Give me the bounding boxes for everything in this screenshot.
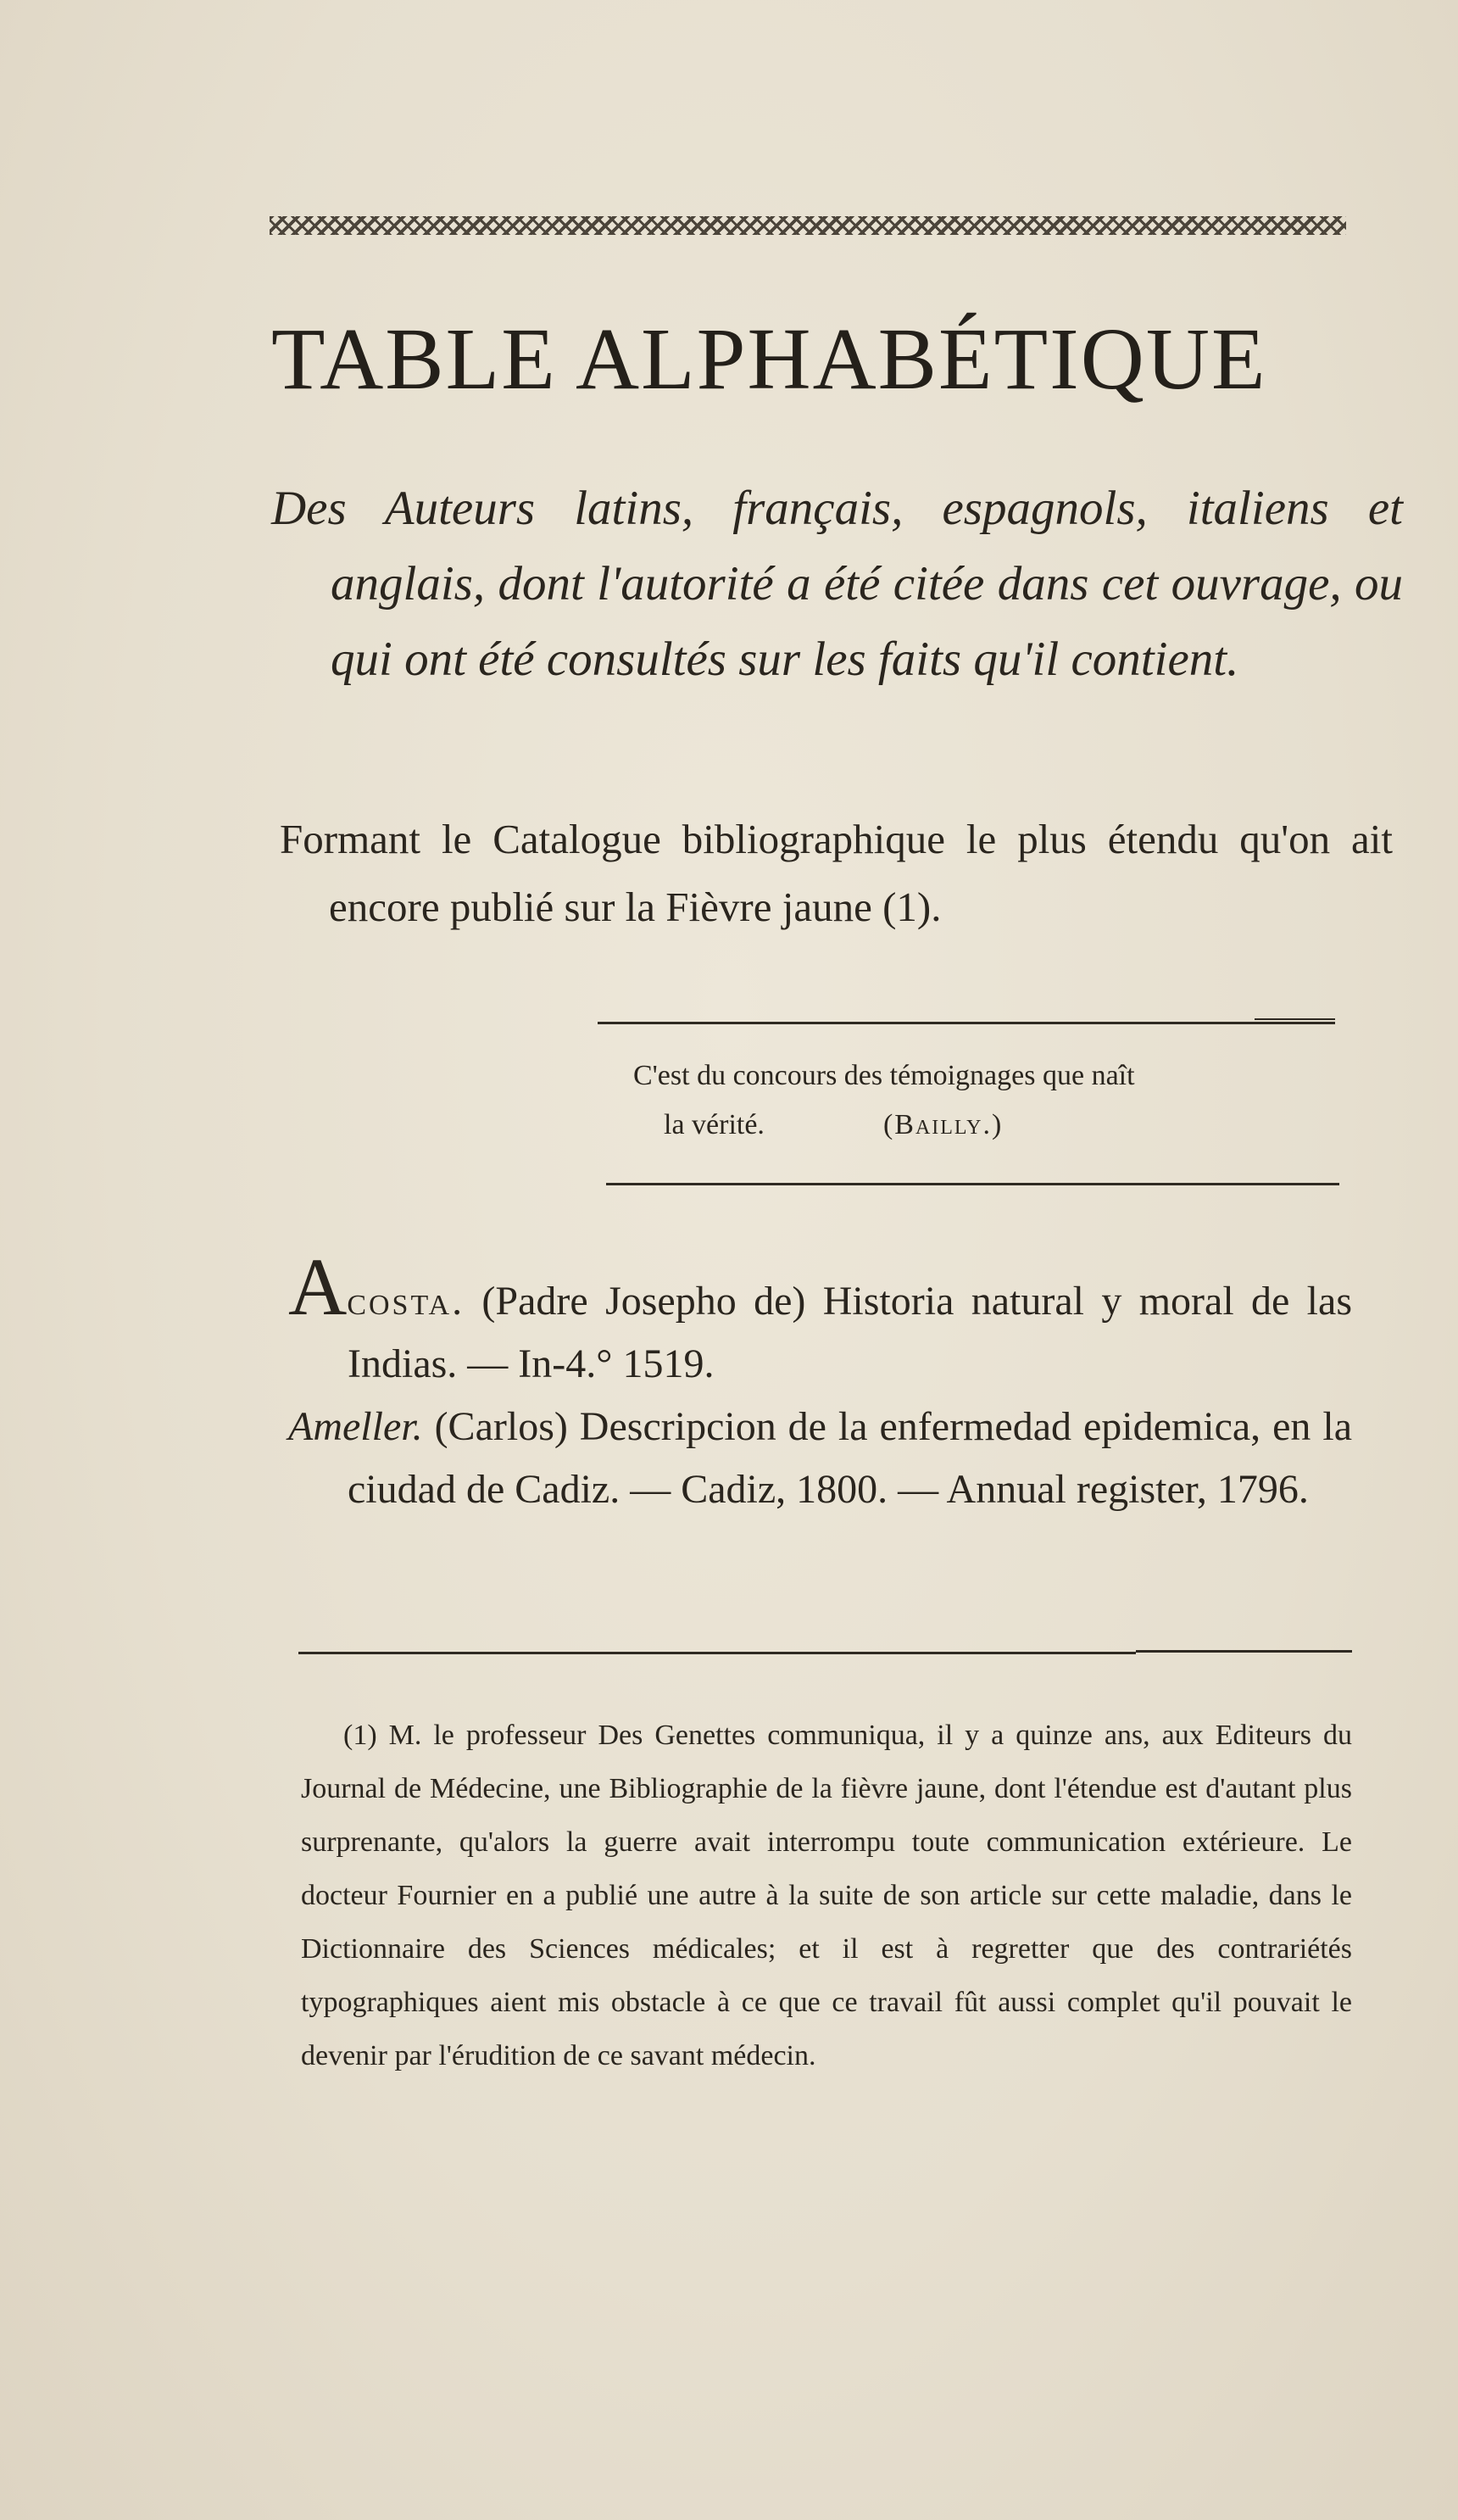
epigraph-top-rule-dash — [1255, 1018, 1335, 1020]
decorative-header-rule — [270, 216, 1346, 235]
drop-capital: A — [288, 1241, 348, 1332]
epigraph-line2 — [664, 1101, 1342, 1150]
catalogue-description: Formant le Catalogue bibliographique le plus étendu qu'on ait encore publié sur la Fièvre jaune (1). — [280, 816, 1393, 930]
footnote-separator-rule — [298, 1652, 1136, 1654]
epigraph-top-rule — [598, 1022, 1335, 1024]
entry-text: (Padre Josepho de) Historia natural y moral de las Indias. — In-4.° 1519. — [348, 1279, 1352, 1386]
epigraph-bottom-rule — [606, 1183, 1339, 1185]
entry-author: Ameller. — [288, 1404, 423, 1449]
entry-text: (Carlos) Descripcion de la enfermedad epidemica, en la ciudad de Cadiz. — Cadiz, 1800. — Annual register, 1796. — [348, 1404, 1352, 1512]
epigraph-attribution: (Bailly.) — [882, 1109, 1004, 1140]
bibliography-entry — [288, 1241, 1352, 1396]
bibliography-entry — [288, 1396, 1352, 1521]
footnote: (1) M. le professeur Des Genettes communiqua, il y a quinze ans, aux Editeurs du Journal de Médecine, une Bibliographie de la fièvre jaune, dont l'étendue est d'autant plus surprenante, qu'alors la guerre avait interrompu toute communication extérieure. Le docteur Fournier en a publié une autre à la suite de son article sur cette maladie, dans le Dictionnaire des Sciences médicales; et il est à regretter que des contrariétés typographiques aient mis obstacle à ce que ce travail fût aussi complet qu'il pouvait le devenir par l'érudition de ce savant médecin. — [301, 1720, 1352, 2071]
subtitle: Des Auteurs latins, français, espagnols, italiens et anglais, dont l'autorité a été citée dans cet ouvrage, ou qui ont été consultés sur les faits qu'il contient. — [271, 482, 1403, 686]
entry-author: costa. — [347, 1279, 465, 1324]
bibliography-entries — [288, 1241, 1352, 1521]
page-title: TABLE ALPHABÉTIQUE — [271, 310, 1267, 408]
epigraph-quote: C'est du concours des témoignages que naît — [633, 1060, 1135, 1091]
footnote-separator-rule-right — [1136, 1650, 1352, 1653]
epigraph-quote-end: la vérité. — [664, 1109, 765, 1140]
